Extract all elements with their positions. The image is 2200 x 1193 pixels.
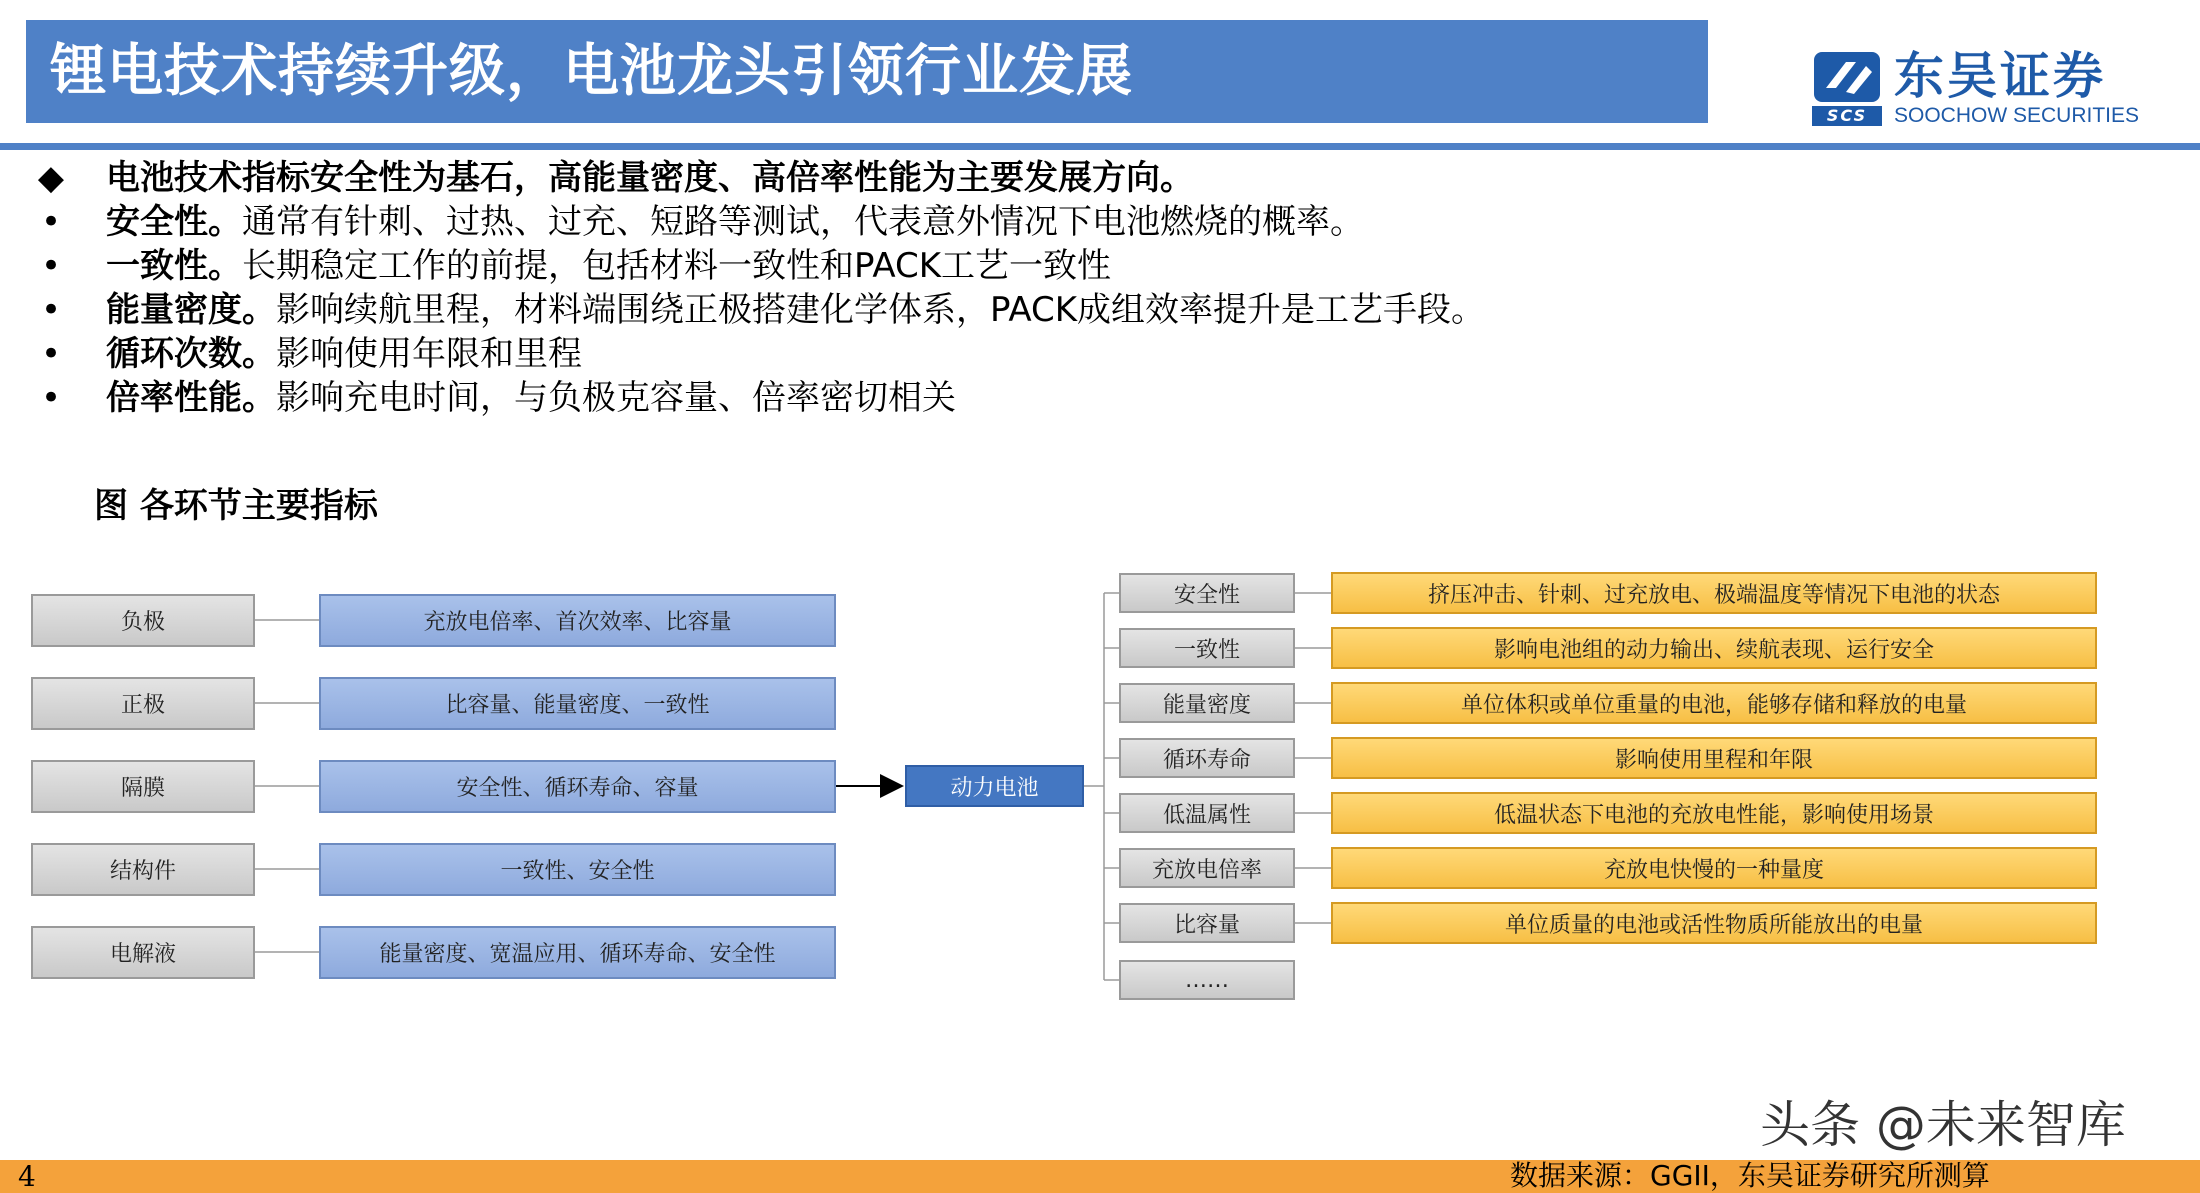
indicator-more: …… bbox=[1119, 960, 1295, 1000]
bullet-marker: • bbox=[40, 202, 62, 242]
indicator-desc-consistency: 影响电池组的动力输出、续航表现、运行安全 bbox=[1331, 627, 2097, 669]
indicator-specific-capacity: 比容量 bbox=[1119, 903, 1295, 943]
logo-chinese-name: 东吴证券 bbox=[1894, 47, 2106, 105]
bullet-marker: • bbox=[40, 334, 62, 374]
indicator-desc-cycle-life: 影响使用里程和年限 bbox=[1331, 737, 2097, 779]
bullet-marker: ◆ bbox=[37, 158, 65, 198]
bullet-bold: 循环次数。 bbox=[106, 334, 276, 374]
bullet-bold: 安全性。 bbox=[106, 202, 242, 242]
bullet-marker: • bbox=[40, 378, 62, 418]
indicator-charge-rate: 充放电倍率 bbox=[1119, 848, 1295, 888]
bullet-bold: 电池技术指标安全性为基石，高能量密度、高倍率性能为主要发展方向。 bbox=[106, 158, 1194, 198]
indicator-desc-energy-density: 单位体积或单位重量的电池，能够存储和释放的电量 bbox=[1331, 682, 2097, 724]
indicator-desc-charge-rate: 充放电快慢的一种量度 bbox=[1331, 847, 2097, 889]
component-separator: 隔膜 bbox=[31, 760, 255, 813]
logo-english-name: SOOCHOW SECURITIES bbox=[1894, 104, 2140, 127]
figure-title: 图 各环节主要指标 bbox=[94, 486, 378, 526]
data-source: 数据来源：GGII，东吴证券研究所测算 bbox=[1510, 1159, 1990, 1192]
bullet-normal: 通常有针刺、过热、过充、短路等测试，代表意外情况下电池燃烧的概率。 bbox=[242, 202, 1364, 242]
component-metrics-separator: 安全性、循环寿命、容量 bbox=[319, 760, 836, 813]
header-rule bbox=[0, 143, 2200, 150]
watermark: 头条 @未来智库 bbox=[1760, 1096, 2126, 1154]
indicator-energy-density: 能量密度 bbox=[1119, 683, 1295, 723]
indicator-low-temp: 低温属性 bbox=[1119, 793, 1295, 833]
indicator-desc-low-temp: 低温状态下电池的充放电性能，影响使用场景 bbox=[1331, 792, 2097, 834]
bullet-normal: 影响充电时间，与负极克容量、倍率密切相关 bbox=[276, 378, 956, 418]
indicator-safety: 安全性 bbox=[1119, 573, 1295, 613]
bullet-text bbox=[106, 288, 1485, 332]
bullet-normal: 长期稳定工作的前提，包括材料一致性和PACK工艺一致性 bbox=[242, 246, 1112, 286]
logo-abbreviation: SCS bbox=[1812, 106, 1882, 126]
bullet-marker: • bbox=[40, 290, 62, 330]
bullet-text bbox=[106, 332, 582, 376]
bullet-bold: 能量密度。 bbox=[106, 290, 276, 330]
component-metrics-electrolyte: 能量密度、宽温应用、循环寿命、安全性 bbox=[319, 926, 836, 979]
component-cathode: 正极 bbox=[31, 677, 255, 730]
component-anode: 负极 bbox=[31, 594, 255, 647]
component-structural-parts: 结构件 bbox=[31, 843, 255, 896]
bullet-text bbox=[106, 376, 956, 420]
bullet-text bbox=[106, 156, 1194, 200]
soochow-logo-icon bbox=[1812, 50, 1882, 104]
power-battery-node: 动力电池 bbox=[905, 765, 1084, 807]
company-logo bbox=[1812, 47, 2140, 130]
bullet-bold: 一致性。 bbox=[106, 246, 242, 286]
bullet-normal: 影响使用年限和里程 bbox=[276, 334, 582, 374]
component-metrics-structural-parts: 一致性、安全性 bbox=[319, 843, 836, 896]
bullet-bold: 倍率性能。 bbox=[106, 378, 276, 418]
component-metrics-anode: 充放电倍率、首次效率、比容量 bbox=[319, 594, 836, 647]
page-title: 锂电技术持续升级，电池龙头引领行业发展 bbox=[50, 39, 1133, 104]
component-metrics-cathode: 比容量、能量密度、一致性 bbox=[319, 677, 836, 730]
indicator-cycle-life: 循环寿命 bbox=[1119, 738, 1295, 778]
bullet-text bbox=[106, 200, 1364, 244]
indicator-desc-specific-capacity: 单位质量的电池或活性物质所能放出的电量 bbox=[1331, 902, 2097, 944]
component-electrolyte: 电解液 bbox=[31, 926, 255, 979]
bullet-marker: • bbox=[40, 246, 62, 286]
bullet-text bbox=[106, 244, 1111, 288]
page-number: 4 bbox=[18, 1160, 36, 1193]
bullet-normal: 影响续航里程，材料端围绕正极搭建化学体系，PACK成组效率提升是工艺手段。 bbox=[276, 290, 1486, 330]
indicator-consistency: 一致性 bbox=[1119, 628, 1295, 668]
indicator-desc-safety: 挤压冲击、针刺、过充放电、极端温度等情况下电池的状态 bbox=[1331, 572, 2097, 614]
